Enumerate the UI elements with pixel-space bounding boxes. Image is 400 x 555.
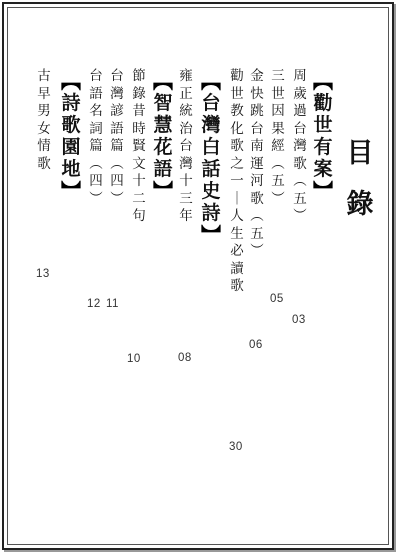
page-number: 13 bbox=[36, 268, 50, 280]
heading-char: 話 bbox=[201, 158, 221, 180]
entry-char: 灣 bbox=[293, 138, 307, 154]
entry-char: 果 bbox=[271, 120, 285, 137]
heading-char: 詩 bbox=[61, 92, 81, 114]
page-number: 12 bbox=[87, 298, 101, 310]
entry-char: 三 bbox=[271, 68, 285, 84]
heading-char: ︼ bbox=[201, 223, 221, 247]
entry-char: 台 bbox=[250, 120, 264, 137]
entry-char: ｜ bbox=[230, 190, 244, 207]
entry-char: ︶ bbox=[250, 243, 264, 259]
entry-char: 金 bbox=[250, 68, 264, 84]
page-number: 11 bbox=[106, 298, 119, 310]
entry-char: 教 bbox=[230, 103, 244, 119]
entry-char: 正 bbox=[179, 85, 193, 102]
entry-char: 經 bbox=[271, 138, 285, 154]
entry-char: 四 bbox=[89, 173, 103, 189]
entry-char: 二 bbox=[132, 190, 146, 207]
heading-char: 有 bbox=[313, 136, 333, 158]
entry-char: 男 bbox=[37, 103, 51, 119]
entry-char: ︵ bbox=[110, 155, 124, 172]
heading-char: ︼ bbox=[313, 179, 333, 203]
heading-char: 詩 bbox=[201, 202, 221, 224]
heading-char: 地 bbox=[61, 158, 81, 180]
entry-char: 運 bbox=[250, 155, 264, 172]
entry-char: 之 bbox=[230, 155, 244, 172]
toc-entry[interactable] bbox=[36, 68, 52, 173]
heading-char: 案 bbox=[313, 158, 333, 180]
entry-char: 歲 bbox=[293, 85, 307, 102]
entry-char: 語 bbox=[89, 85, 103, 102]
heading-char: ︻ bbox=[153, 69, 173, 93]
heading-char: 史 bbox=[201, 180, 221, 202]
entry-char: 世 bbox=[230, 85, 244, 102]
entry-char: 句 bbox=[132, 208, 146, 224]
entry-char: 文 bbox=[132, 155, 146, 172]
toc-entry[interactable] bbox=[109, 68, 125, 208]
heading-char: ︼ bbox=[61, 179, 81, 203]
entry-char: 早 bbox=[37, 85, 51, 102]
entry-char: 一 bbox=[230, 173, 244, 189]
page-number: 08 bbox=[178, 352, 192, 364]
heading-char: 慧 bbox=[153, 114, 173, 136]
heading-char: ︼ bbox=[153, 179, 173, 203]
entry-char: 周 bbox=[293, 68, 307, 84]
entry-char: 歌 bbox=[250, 190, 264, 207]
heading-char: 園 bbox=[61, 136, 81, 158]
entry-char: 過 bbox=[293, 103, 307, 119]
entry-char: ︶ bbox=[110, 190, 124, 207]
entry-char: 讀 bbox=[230, 260, 244, 277]
entry-char: 節 bbox=[132, 68, 146, 84]
entry-char: 十 bbox=[179, 173, 193, 189]
entry-char: 五 bbox=[271, 173, 285, 189]
entry-char: 歌 bbox=[293, 155, 307, 172]
entry-char: 三 bbox=[179, 190, 193, 207]
entry-char: 灣 bbox=[110, 85, 124, 102]
entry-char: 台 bbox=[293, 120, 307, 137]
toc-entry[interactable] bbox=[249, 68, 265, 261]
entry-char: 化 bbox=[230, 120, 244, 137]
entry-char: 歌 bbox=[230, 138, 244, 154]
entry-char: 女 bbox=[37, 120, 51, 137]
entry-char: 賢 bbox=[132, 138, 146, 154]
page-number: 30 bbox=[229, 441, 243, 453]
entry-char: 詞 bbox=[89, 120, 103, 137]
entry-char: 時 bbox=[132, 120, 146, 137]
entry-char: 五 bbox=[293, 190, 307, 207]
heading-char: 白 bbox=[201, 136, 221, 158]
page-number: 05 bbox=[270, 293, 284, 305]
toc-entry[interactable] bbox=[178, 68, 194, 226]
entry-char: 古 bbox=[37, 68, 51, 84]
entry-char: 人 bbox=[230, 208, 244, 224]
toc-entry[interactable] bbox=[131, 68, 147, 226]
toc-entry[interactable] bbox=[88, 68, 104, 208]
entry-char: 生 bbox=[230, 225, 244, 242]
entry-char: 台 bbox=[89, 68, 103, 84]
entry-char: 跳 bbox=[250, 103, 264, 119]
entry-char: 治 bbox=[179, 120, 193, 137]
entry-char: 統 bbox=[179, 103, 193, 119]
entry-char: 快 bbox=[250, 85, 264, 102]
entry-char: 河 bbox=[250, 173, 264, 189]
heading-char: ︻ bbox=[313, 69, 333, 93]
section-heading-wisdom bbox=[152, 70, 174, 202]
entry-char: 台 bbox=[110, 68, 124, 84]
section-heading-poetry bbox=[60, 70, 82, 202]
entry-char: 情 bbox=[37, 138, 51, 154]
entry-char: ︶ bbox=[293, 208, 307, 224]
toc-entry[interactable] bbox=[270, 68, 286, 208]
entry-char: 五 bbox=[250, 225, 264, 242]
heading-char: 勸 bbox=[313, 92, 333, 114]
entry-char: 灣 bbox=[179, 155, 193, 172]
entry-char: ︵ bbox=[250, 208, 264, 224]
entry-char: 台 bbox=[179, 138, 193, 154]
heading-char: 灣 bbox=[201, 114, 221, 136]
section-heading-quanshi bbox=[312, 70, 334, 202]
entry-char: 語 bbox=[110, 120, 124, 137]
title-char: 目 bbox=[346, 138, 374, 169]
toc-entry[interactable] bbox=[229, 68, 245, 296]
entry-char: 篇 bbox=[89, 138, 103, 154]
heading-char: 語 bbox=[153, 158, 173, 180]
entry-char: 諺 bbox=[110, 103, 124, 119]
entry-char: 十 bbox=[132, 173, 146, 189]
entry-char: 南 bbox=[250, 138, 264, 154]
page-number: 03 bbox=[292, 314, 306, 326]
entry-char: 名 bbox=[89, 103, 103, 119]
heading-char: 台 bbox=[201, 92, 221, 114]
section-heading-history-poem bbox=[200, 70, 222, 246]
toc-title bbox=[345, 140, 375, 242]
toc-entry[interactable] bbox=[292, 68, 308, 226]
entry-char: ︶ bbox=[89, 190, 103, 207]
heading-char: 智 bbox=[153, 92, 173, 114]
entry-char: 歌 bbox=[37, 155, 51, 172]
entry-char: 雍 bbox=[179, 68, 193, 84]
entry-char: 昔 bbox=[132, 103, 146, 119]
entry-char: 歌 bbox=[230, 278, 244, 294]
entry-char: ︵ bbox=[89, 155, 103, 172]
entry-char: 篇 bbox=[110, 138, 124, 154]
title-char: 錄 bbox=[346, 189, 374, 220]
entry-char: ︵ bbox=[271, 155, 285, 172]
entry-char: 年 bbox=[179, 208, 193, 224]
heading-char: ︻ bbox=[201, 69, 221, 93]
page-number: 06 bbox=[249, 339, 263, 351]
entry-char: ︵ bbox=[293, 173, 307, 189]
entry-char: 必 bbox=[230, 243, 244, 259]
entry-char: 四 bbox=[110, 173, 124, 189]
heading-char: 世 bbox=[313, 114, 333, 136]
entry-char: ︶ bbox=[271, 190, 285, 207]
heading-char: ︻ bbox=[61, 69, 81, 93]
entry-char: 世 bbox=[271, 85, 285, 102]
entry-char: 錄 bbox=[132, 85, 146, 102]
entry-char: 因 bbox=[271, 103, 285, 119]
heading-char: 花 bbox=[153, 136, 173, 158]
heading-char: 歌 bbox=[61, 114, 81, 136]
entry-char: 勸 bbox=[230, 68, 244, 84]
page-number: 10 bbox=[127, 353, 141, 365]
